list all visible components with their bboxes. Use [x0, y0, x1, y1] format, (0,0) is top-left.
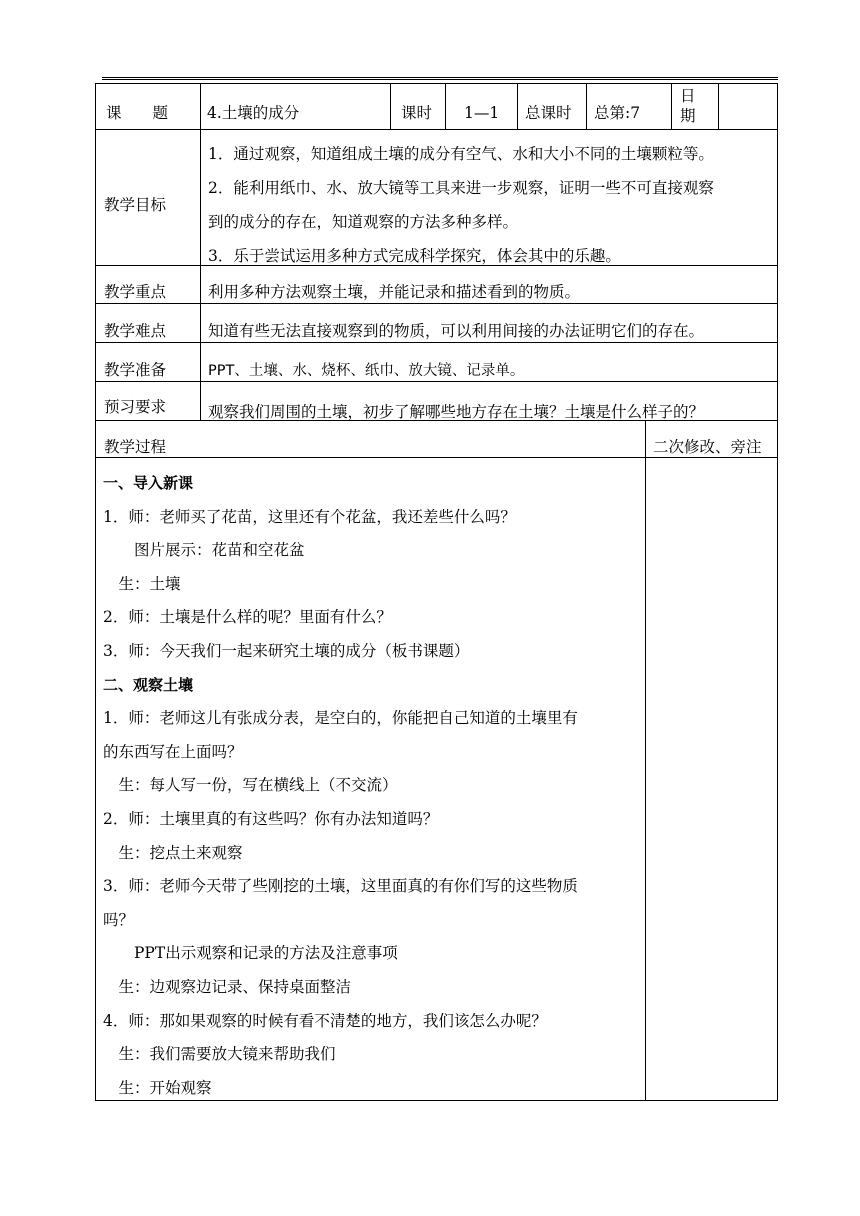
- keypoints-value-cell: [200, 265, 778, 304]
- objectives-label: 教学目标: [104, 196, 167, 214]
- date-value-cell: [718, 83, 778, 130]
- preview-value: 观察我们周围的土壤，初步了解哪些地方存在土壤？土壤是什么样子的？: [208, 403, 705, 421]
- objectives-content-cell: [200, 129, 778, 266]
- objective-line-1: 1．通过观察，知道组成土壤的成分有空气、水和大小不同的土壤颗粒等。: [208, 145, 714, 163]
- subject-label: 课 题: [106, 104, 169, 122]
- keypoints-label: 教学重点: [104, 283, 167, 301]
- top-rule-inner: [102, 79, 778, 80]
- process-line: PPT出示观察和记录的方法及注意事项: [103, 944, 398, 963]
- difficulties-label-cell: [95, 303, 201, 343]
- keypoints-label-cell: [95, 265, 201, 304]
- difficulties-value-cell: [200, 303, 778, 343]
- process-line: 4．师：那如果观察的时候有看不清楚的地方，我们该怎么办呢？: [103, 1011, 547, 1030]
- subject-value: 4.土壤的成分: [207, 104, 300, 122]
- process-line: 1．师：老师这儿有张成分表，是空白的，你能把自己知道的土壤里有: [103, 709, 578, 728]
- preview-label-cell: [95, 381, 201, 421]
- process-line: 生：我们需要放大镜来帮助我们: [103, 1045, 336, 1064]
- total-label-cell: [517, 83, 587, 130]
- hours-value: 1—1: [464, 104, 500, 122]
- process-line: 生：边观察边记录、保持桌面整洁: [103, 978, 352, 996]
- top-rule: [102, 77, 778, 78]
- preview-value-cell: [200, 381, 778, 421]
- process-line: 3．师：今天我们一起来研究土壤的成分（板书课题）: [103, 642, 470, 660]
- hours-label-cell: [390, 83, 446, 130]
- process-line: 生：挖点土来观察: [103, 843, 243, 862]
- notes-label: 二次修改、旁注: [653, 438, 762, 456]
- objective-line-4: 3．乐于尝试运用多种方式完成科学探究，体会其中的乐趣。: [208, 247, 621, 265]
- process-line: 2．师：土壤是什么样的呢？里面有什么？: [103, 608, 392, 627]
- process-line: 1．师：老师买了花苗，这里还有个花盆，我还差些什么吗？: [103, 507, 516, 526]
- total-value-cell: [586, 83, 672, 130]
- difficulties-label: 教学难点: [104, 322, 167, 340]
- objective-line-3: 到的成分的存在，知道观察的方法多种多样。: [208, 213, 519, 231]
- preparation-label: 教学准备: [104, 361, 167, 379]
- objective-line-2: 2．能利用纸巾、水、放大镜等工具来进一步观察，证明一些不可直接观察: [208, 179, 714, 197]
- process-line: 2．师：土壤里真的有这些吗？你有办法知道吗？: [103, 810, 439, 828]
- date-label-cell: [671, 83, 719, 130]
- preview-label: 预习要求: [104, 398, 167, 416]
- preparation-value-cell: [200, 342, 778, 382]
- hours-label: 课时: [401, 104, 433, 122]
- process-line: 生：开始观察: [103, 1078, 212, 1097]
- process-label-cell: [95, 420, 646, 458]
- date-label: 日期: [680, 87, 696, 125]
- total-label: 总课时: [525, 104, 572, 122]
- total-value: 总第:7: [594, 104, 641, 122]
- process-line: 生：每人写一份，写在横线上（不交流）: [103, 776, 398, 795]
- notes-label-cell: [645, 420, 778, 458]
- process-line: 图片展示：花苗和空花盆: [103, 541, 305, 560]
- process-label: 教学过程: [104, 438, 167, 456]
- notes-content-cell: [645, 457, 778, 1101]
- process-line: 的东西写在上面吗？: [103, 742, 243, 761]
- section-heading: 二、观察土壤: [103, 675, 194, 694]
- section-heading: 一、导入新课: [103, 474, 194, 492]
- process-content-cell: [95, 457, 646, 1101]
- process-line: 吗？: [103, 910, 135, 929]
- preparation-value: PPT、土壤、水、烧杯、纸巾、放大镜、记录单。: [208, 363, 525, 379]
- hours-value-cell: [445, 83, 518, 130]
- difficulties-value: 知道有些无法直接观察到的物质，可以利用间接的办法证明它们的存在。: [208, 322, 705, 340]
- keypoints-value: 利用多种方法观察土壤，并能记录和描述看到的物质。: [208, 283, 581, 301]
- preparation-label-cell: [95, 342, 201, 382]
- subject-value-cell: [200, 83, 391, 130]
- objectives-label-cell: [95, 129, 201, 266]
- process-line: 生：土壤: [103, 574, 181, 593]
- subject-label-cell: [95, 83, 201, 130]
- process-line: 3．师：老师今天带了些刚挖的土壤，这里面真的有你们写的这些物质: [103, 877, 578, 896]
